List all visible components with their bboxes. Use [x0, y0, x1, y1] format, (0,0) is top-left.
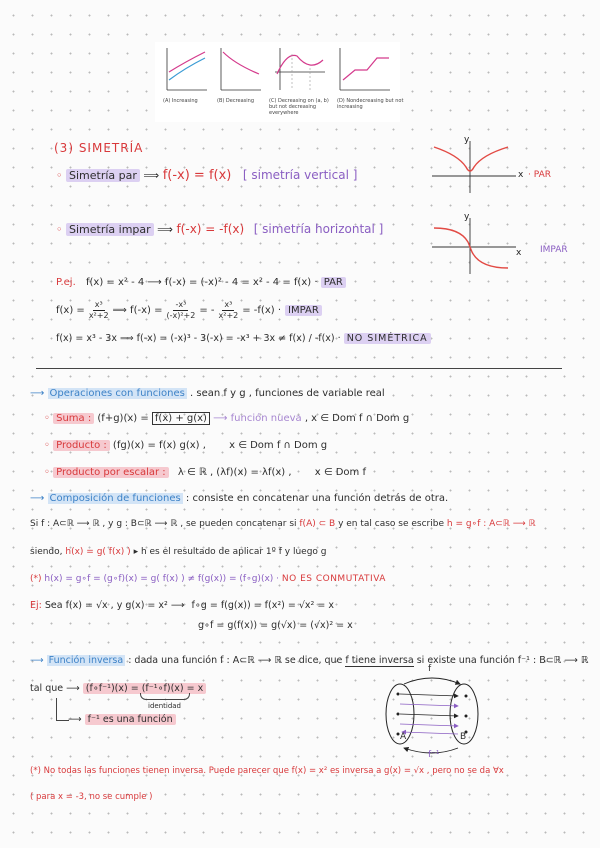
suma-row: ◦ Suma : (f+g)(x) = f(x) + g(x) ⟶ función nueva , x ∈ Dom f ∩ Dom g [44, 413, 410, 424]
operations-row [30, 388, 385, 399]
suma-note: ⟶ función nueva [213, 413, 302, 424]
arrow-icon: ⟶ [30, 388, 45, 399]
composition-heading: Composición de funciones [49, 493, 181, 504]
impar-axis-y: y [464, 212, 470, 222]
inverse-formula: (f∘f⁻¹)(x) = (f⁻¹∘f)(x) = x [83, 683, 206, 694]
implies-arrow: ⟹ [143, 169, 160, 182]
inverse-heading: Función inversa [48, 655, 124, 666]
par-bullet: ◦ [56, 169, 63, 182]
par-label: Simetría par [66, 169, 140, 182]
example-2: f(x) = $\frac{\text{x³}}{\text{x²+2}}$ ⟹ f(-x) = $\frac{\text{-x³}}{\text{(-x)²+2}}$ = - $\frac{\text{x³}}{\text{x²+2}}$ = -f(x) · IMPAR [56, 300, 322, 321]
diagram-B-label: B [460, 732, 467, 742]
composition-example-2: g∘f = g(f(x)) = g(√x) = (√x)² = x [198, 620, 353, 631]
monotonic-figure [155, 42, 404, 122]
inverse-warning-2: ( para x = -3, no se cumple ) [30, 792, 153, 802]
par-row [56, 168, 357, 183]
inverse-row: ⟶ Función inversa : dada una función f : A⊂ℝ ⟶ ℝ se dice, que f tiene inversa si existe una función f⁻¹ : B⊂ℝ ⟶ ℝ [30, 655, 589, 666]
par-axis-y: y [464, 135, 470, 145]
diagram-finv-label: f⁻¹ [428, 750, 440, 760]
symmetry-heading: (3) SIMETRÍA [54, 141, 144, 155]
impar-tag: IMPAR [540, 245, 568, 255]
escalar-row: ◦ Producto por escalar : λ ∈ ℝ , (λf)(x) = λf(x) , x ∈ Dom f [44, 467, 366, 478]
panel-nondecreasing [340, 48, 390, 90]
impar-row [56, 222, 383, 236]
section-divider [36, 368, 562, 369]
caption-c: (C) Decreasing on (a, b) but not decreasing everywhere [269, 98, 329, 116]
operations-intro: . sean f y g , funciones de variable real [190, 388, 385, 399]
inverse-formula-row: tal que ⟶ (f∘f⁻¹)(x) = (f⁻¹∘f)(x) = x [30, 683, 206, 694]
producto-label: Producto : [53, 440, 110, 451]
diagram-f-label: f [428, 664, 432, 674]
diagram-A-label: A [400, 732, 407, 742]
example-label: P.ej. [56, 277, 76, 288]
impar-graph [430, 212, 530, 277]
es-funcion: ⟶ f⁻¹ es una función [68, 714, 176, 725]
implies-arrow: ⟹ [157, 223, 173, 236]
panel-increasing [167, 48, 207, 90]
escalar-label: Producto por escalar : [53, 467, 169, 478]
caption-b: (B) Decreasing [217, 98, 255, 104]
panel-decreasing-interval [275, 48, 325, 90]
par-axis-x: x [518, 170, 524, 180]
arrow-icon: ⟶ [30, 493, 45, 504]
composition-line1: Si f : A⊂ℝ ⟶ ℝ , y g : B⊂ℝ ⟶ ℝ , se pueden concatenar si f(A) ⊂ B y en tal caso se escribe h = g∘f : A⊂ℝ ⟶ ℝ [30, 519, 536, 529]
impar-desc: [ simetría horizontal ] [253, 222, 384, 236]
par-formula: f(-x) = f(x) [162, 168, 232, 183]
par-graph [430, 135, 530, 195]
par-desc: [ simetría vertical ] [242, 168, 358, 182]
example-1-tag: PAR [321, 277, 346, 288]
example-2-tag: IMPAR [285, 305, 322, 316]
arrow-icon: ⟶ [30, 655, 44, 666]
composition-row [30, 493, 448, 504]
inverse-diagram [378, 664, 488, 760]
example-3-tag: NO SIMÉTRICA [344, 333, 431, 344]
inverse-warning: (*) No todas las funciones tienen inversa. Puede parecer que f(x) = x² es inversa a g(x) = √x , pero no se da ∀x [30, 766, 504, 776]
composition-line2: siendo, h(x) = g( f(x) ) ▸ h es el resultado de aplicar 1º f y luego g [30, 547, 327, 557]
suma-label: Suma : [53, 413, 94, 424]
caption-a: (A) Increasing [163, 98, 198, 104]
panel-decreasing [221, 48, 261, 90]
suma-box: f(x) + g(x) [152, 412, 210, 425]
identidad-label: identidad [148, 702, 181, 710]
identidad-brace [140, 693, 190, 700]
composition-desc: : consiste en concatenar una función detrás de otra. [185, 493, 449, 504]
impar-formula: f(-x) = -f(x) [176, 222, 245, 236]
caption-d: (D) Nondecreasing but not increasing [337, 98, 404, 110]
example-3: f(x) = x³ - 3x ⟹ f(-x) = (-x)³ - 3(-x) = -x³ + 3x ≠ f(x) / -f(x) · NO SIMÉTRICA [56, 333, 431, 344]
example-1: f(x) = x² - 4 ⟶ f(-x) = (-x)² - 4 = x² - 4 = f(x) · PAR [86, 277, 346, 288]
impar-label: Simetría impar [66, 223, 154, 236]
par-tag: · PAR [528, 170, 551, 180]
impar-axis-x: x [516, 248, 522, 258]
composition-note: (*) h(x) = g∘f = (g∘f)(x) = g( f(x) ) ≠ f(g(x)) = (f∘g)(x) · NO ES CONMUTATIVA [30, 574, 386, 584]
impar-bullet: ◦ [56, 223, 63, 236]
composition-example: Ej: Sea f(x) = √x , y g(x) = x² ⟶ f∘g = f(g(x)) = f(x²) = √x² = x [30, 600, 334, 611]
producto-row: ◦ Producto : (fg)(x) = f(x) g(x) , x ∈ Dom f ∩ Dom g [44, 440, 328, 451]
operations-heading: Operaciones con funciones [49, 388, 185, 399]
